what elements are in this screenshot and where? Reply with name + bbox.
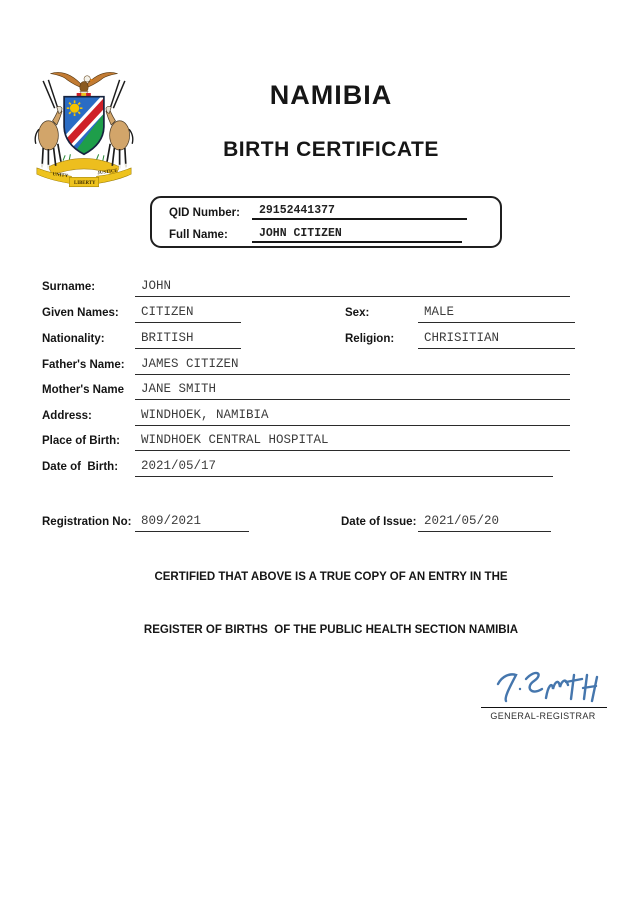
registrar-signature-icon xyxy=(492,666,604,708)
father-name-value: JAMES CITIZEN xyxy=(135,357,570,375)
date-of-birth-label: Date of Birth: xyxy=(42,461,119,473)
given-names-label: Given Names: xyxy=(42,307,119,319)
sex-label: Sex: xyxy=(345,307,370,319)
address-value: WINDHOEK, NAMIBIA xyxy=(135,408,570,426)
full-name-label: Full Name: xyxy=(169,229,228,241)
nationality-value: BRITISH xyxy=(135,331,241,349)
certification-line-1: CERTIFIED THAT ABOVE IS A TRUE COPY OF AN ENTRY IN THE xyxy=(154,571,508,583)
place-of-birth-label: Place of Birth: xyxy=(42,435,120,447)
motto-liberty-label: LIBERTY xyxy=(74,181,96,187)
sex-value: MALE xyxy=(418,305,575,323)
signature-line xyxy=(481,707,607,708)
father-name-label: Father's Name: xyxy=(42,359,125,371)
registration-no-value: 809/2021 xyxy=(135,514,249,532)
nationality-label: Nationality: xyxy=(42,333,105,345)
registration-no-label: Registration No: xyxy=(42,516,132,528)
mother-name-label: Mother's Name xyxy=(42,384,124,396)
mother-name-value: JANE SMITH xyxy=(135,382,570,400)
motto-justice-label: JUSTICE xyxy=(97,168,118,177)
date-of-birth-value: 2021/05/17 xyxy=(135,459,553,477)
address-label: Address: xyxy=(42,410,92,422)
document-title: BIRTH CERTIFICATE xyxy=(223,138,439,161)
signatory-title: GENERAL-REGISTRAR xyxy=(490,711,596,721)
date-of-issue-label: Date of Issue: xyxy=(341,516,417,528)
given-names-value: CITIZEN xyxy=(135,305,241,323)
qid-number-label: QID Number: xyxy=(169,207,240,219)
certification-line-2: REGISTER OF BIRTHS OF THE PUBLIC HEALTH SECTION NAMIBIA xyxy=(143,624,519,636)
country-title: NAMIBIA xyxy=(269,80,393,110)
surname-label: Surname: xyxy=(42,281,96,293)
qid-number-value: 29152441377 xyxy=(252,203,467,220)
place-of-birth-value: WINDHOEK CENTRAL HOSPITAL xyxy=(135,433,570,451)
id-box xyxy=(150,196,502,248)
full-name-value: JOHN CITIZEN xyxy=(252,226,462,243)
motto-unity-label: UNITY xyxy=(52,172,69,180)
religion-label: Religion: xyxy=(345,333,395,345)
surname-value: JOHN xyxy=(135,279,570,297)
religion-value: CHRISITIAN xyxy=(418,331,575,349)
date-of-issue-value: 2021/05/20 xyxy=(418,514,551,532)
